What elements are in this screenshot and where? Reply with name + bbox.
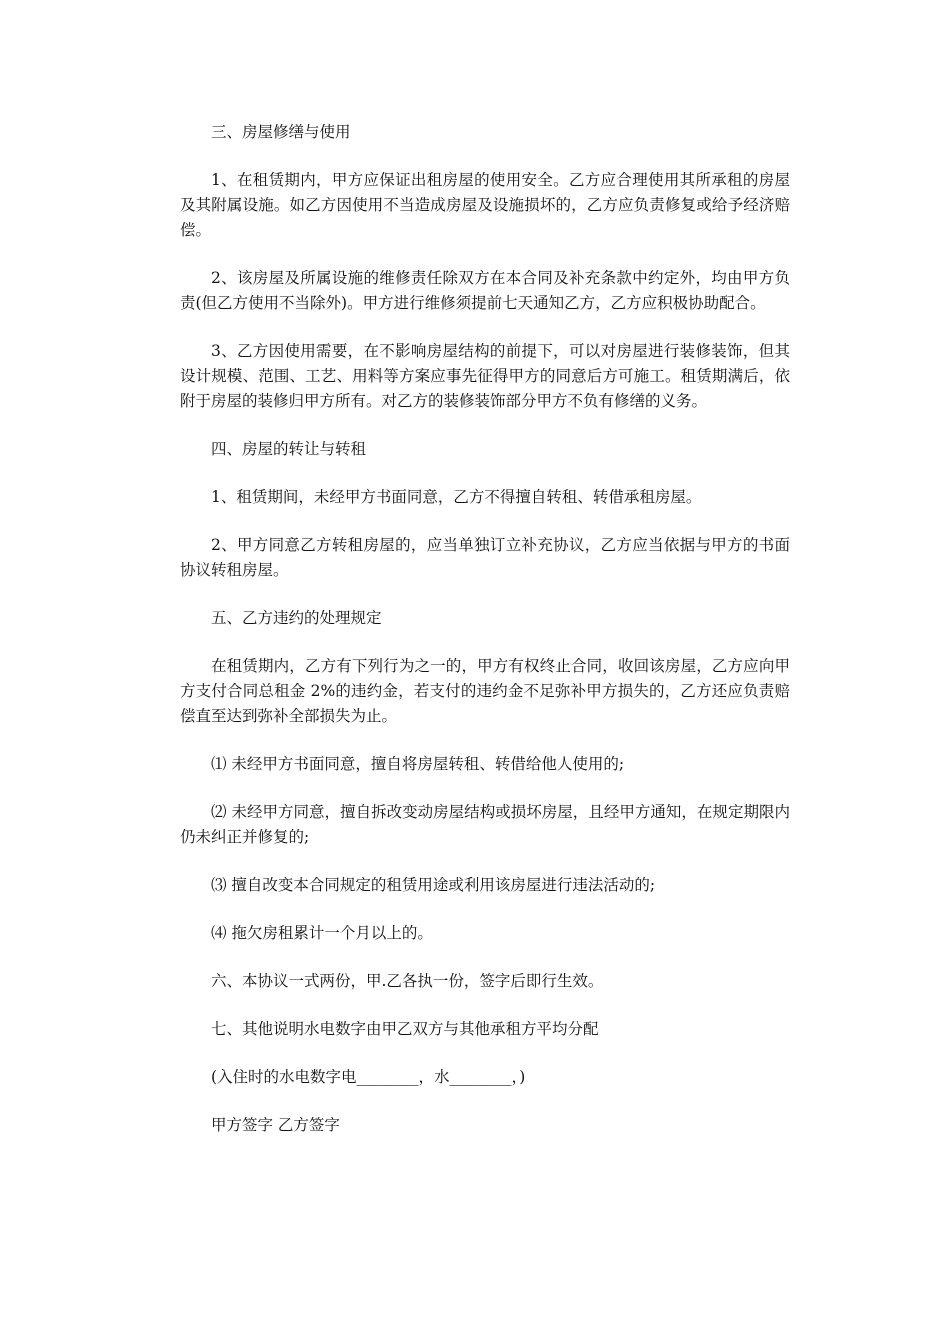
clause-transfer-1: 1、租赁期间，未经甲方书面同意，乙方不得擅自转租、转借承租房屋。 [211,488,702,506]
document-body [180,120,790,1161]
section-heading-repair: 三、房屋修缮与使用 [211,123,351,141]
section-heading-transfer: 四、房屋的转让与转租 [211,440,367,458]
clause-repair-1: 1、在租赁期内，甲方应保证出租房屋的使用安全。乙方应合理使用其所承租的房屋及其附属设施。如乙方因使用不当造成房屋及设施损坏的，乙方应负责修复或给予经济赔偿。 [180,171,790,239]
clause-breach-intro: 在租赁期内，乙方有下列行为之一的，甲方有权终止合同，收回该房屋，乙方应向甲方支付合同总租金 2%的违约金，若支付的违约金不足弥补甲方损失的，乙方还应负责赔偿直至达到弥补全部损失为止。 [180,657,790,725]
clause-repair-2: 2、该房屋及所属设施的维修责任除双方在本合同及补充条款中约定外，均由甲方负责(但乙方使用不当除外)。甲方进行维修须提前七天通知乙方，乙方应积极协助配合。 [180,269,790,312]
clause-repair-3: 3、乙方因使用需要，在不影响房屋结构的前提下，可以对房屋进行装修装饰，但其设计规模、范围、工艺、用料等方案应事先征得甲方的同意后方可施工。租赁期满后，依附于房屋的装修归甲方所有。对乙方的装修装饰部分甲方不负有修缮的义务。 [180,342,790,410]
utility-readings-line: (入住时的水电数字电________，水________，) [211,1068,526,1086]
clause-transfer-2: 2、甲方同意乙方转租房屋的，应当单独订立补充协议，乙方应当依据与甲方的书面协议转租房屋。 [180,536,790,579]
signature-line: 甲方签字 乙方签字 [211,1116,340,1134]
section-other-notes: 七、其他说明水电数字由甲乙双方与其他承租方平均分配 [211,1020,599,1038]
section-heading-breach: 五、乙方违约的处理规定 [211,609,382,627]
clause-breach-item-3: ⑶ 擅自改变本合同规定的租赁用途或利用该房屋进行违法活动的; [211,876,656,894]
clause-breach-item-1: ⑴ 未经甲方书面同意，擅自将房屋转租、转借给他人使用的; [211,755,625,773]
section-effectiveness: 六、本协议一式两份，甲.乙各执一份，签字后即行生效。 [211,972,604,990]
clause-breach-item-4: ⑷ 拖欠房租累计一个月以上的。 [211,924,433,942]
clause-breach-item-2: ⑵ 未经甲方同意，擅自拆改变动房屋结构或损坏房屋，且经甲方通知，在规定期限内仍未纠正并修复的; [180,803,790,846]
